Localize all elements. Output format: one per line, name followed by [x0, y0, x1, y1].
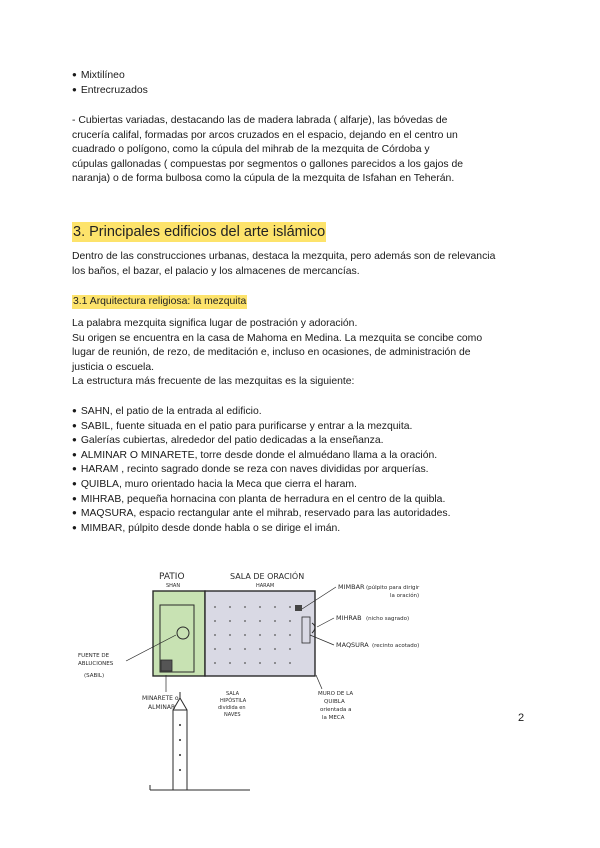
list-item: ● QUIBLA, muro orientado hacia la Meca que cierra el haram.: [72, 478, 542, 493]
text-line: los baños, el bazar, el palacio y los almacenes de mercancías.: [72, 265, 360, 277]
sala-hip-label-4: NAVES: [224, 712, 241, 718]
haram-label: HARAM: [256, 583, 275, 589]
mihrab-label: MIHRAB: [336, 614, 362, 622]
minarete-label-2: ALMINAR: [148, 704, 176, 711]
mimbar-label: MIMBAR: [338, 583, 365, 591]
text-line: crucería califal, formadas por arcos cruzados en el espacio, dejando en el centro un: [72, 129, 458, 141]
list-item: ● MAQSURA, espacio rectangular ante el mihrab, reservado para las autoridades.: [72, 507, 542, 522]
text-line: - Cubiertas variadas, destacando las de madera labrada ( alfarje), las bóvedas de: [72, 115, 448, 126]
fountain-label-1: FUENTE DE: [78, 653, 110, 659]
text-line: La palabra mezquita significa lugar de postración y adoración.: [72, 318, 358, 329]
minarete-label-1: MINARETE o: [142, 695, 179, 702]
list-item: ● ALMINAR O MINARETE, torre desde donde el almuédano llama a la oración.: [72, 449, 542, 464]
mihrab-note: (nicho sagrado): [366, 616, 410, 622]
sala-hip-label-3: dividida en: [218, 705, 246, 711]
section-heading: 3. Principales edificios del arte islámico: [73, 224, 326, 240]
sala-label: SALA DE ORACIÓN: [230, 572, 305, 581]
list-item: ● SAHN, el patio de la entrada al edificio.: [72, 405, 542, 420]
text-line: lugar de reunión, de rezo, de meditación e, incluso en ocasiones, de administración de: [72, 347, 471, 359]
text-line: La estructura más frecuente de las mezquitas es la siguiente:: [72, 376, 355, 388]
list-item: ● Galerías cubiertas, alrededor del patio dedicadas a la enseñanza.: [72, 434, 542, 449]
sala-hip-label-2: HIPÓSTILA: [220, 698, 247, 704]
text-line: naranja) o de forma bulbosa como la cúpula de la mezquita de Isfahan en Teherán.: [72, 173, 455, 185]
section-intro: [72, 250, 534, 279]
text-line: justicia o escuela.: [72, 361, 155, 373]
text-line: Dentro de las construcciones urbanas, destaca la mezquita, pero además son de relevancia: [72, 251, 496, 262]
mimbar-note-2: la oración): [390, 593, 420, 599]
mezquita-paragraph: [72, 317, 534, 390]
muro-label-1: MURO DE LA: [318, 691, 354, 697]
list-item: ● MIHRAB, pequeña hornacina con planta de herradura en el centro de la quibla.: [72, 493, 542, 508]
mimbar-mark: [295, 605, 302, 611]
subsection-heading: 3.1 Arquitectura religiosa: la mezquita: [73, 296, 247, 307]
list-item: ● Entrecruzados: [72, 84, 542, 99]
top-bullet-list: [72, 69, 542, 98]
minaret-square: [161, 660, 172, 671]
list-item: ● MIMBAR, púlpito desde donde habla o se dirige el imán.: [72, 522, 542, 537]
maqsura-note: (recinto acotado): [372, 643, 420, 649]
muro-label-2: QUIBLA: [324, 699, 345, 705]
mimbar-note-1: (púlpito para dirigir: [366, 585, 420, 591]
page-number: 2: [518, 712, 525, 724]
shan-label: SHAN: [166, 583, 181, 589]
minaret-elevation-sketch: [140, 690, 260, 795]
maqsura-label: MAQSURA: [336, 641, 369, 649]
text-line: cúpulas gallonadas ( compuestas por segmentos o gallones parecidos a los gajos de: [72, 158, 464, 170]
fountain-label-3: (SABIL): [84, 673, 105, 679]
list-item: ● SABIL, fuente situada en el patio para purificarse y entrar a la mezquita.: [72, 420, 542, 435]
structure-list: [72, 405, 542, 536]
text-line: cuadrado o polígono, como la cúpula del mihrab de la mezquita de Córdoba y: [72, 144, 430, 156]
list-item: ● Mixtilíneo: [72, 69, 542, 84]
cubiertas-paragraph: [72, 114, 534, 187]
patio-label: PATIO: [159, 572, 185, 582]
mosque-plan-diagram: [60, 565, 480, 725]
muro-label-3: orientada a: [320, 707, 352, 713]
sala-hip-label-1: SALA: [226, 691, 240, 697]
list-item: ● HARAM , recinto sagrado donde se reza con naves divididas por arquerías.: [72, 463, 542, 478]
fountain-label-2: ABLUCIONES: [78, 661, 114, 667]
muro-label-4: la MECA: [322, 715, 345, 721]
text-line: Su origen se encuentra en la casa de Mahoma en Medina. La mezquita se concibe como: [72, 332, 483, 344]
